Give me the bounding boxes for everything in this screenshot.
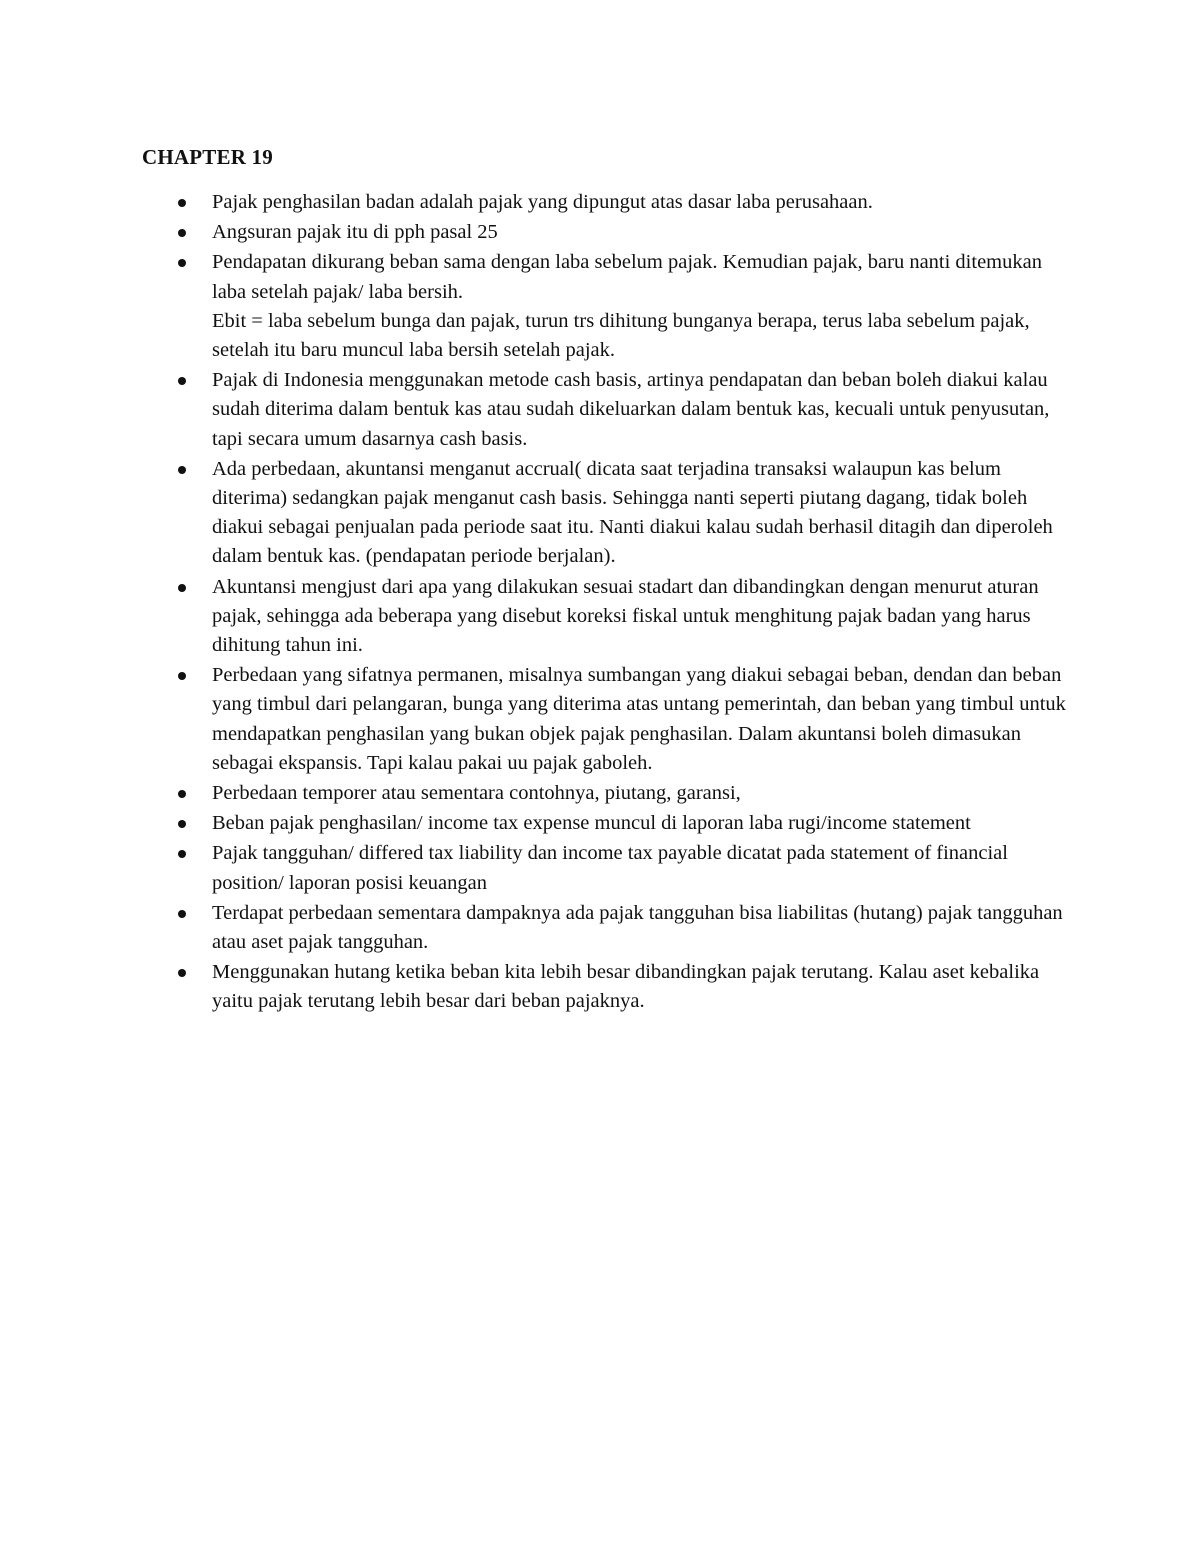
list-item-text: Pajak di Indonesia menggunakan metode cash basis, artinya pendapatan dan beban boleh diakui kalau sudah diterima dalam bentuk kas atau sudah dikeluarkan dalam bentuk kas, kecuali untuk penyusutan, tapi secara umum dasarnya cash basis. [212, 369, 1050, 450]
bullet-list [142, 188, 1067, 1018]
list-item [142, 809, 1067, 838]
list-item [142, 839, 1067, 897]
list-item-text: Ada perbedaan, akuntansi menganut accrual( dicata saat terjadina transaksi walaupun kas belum diterima) sedangkan pajak menganut cash basis. Sehingga nanti seperti piutang dagang, tidak boleh diakui sebagai penjualan pada periode saat itu. Nanti diakui kalau sudah berhasil ditagih dan diperoleh dalam bentuk kas. (pendapatan periode berjalan). [212, 457, 1053, 568]
list-item-text: Perbedaan temporer atau sementara contohnya, piutang, garansi, [212, 782, 741, 805]
bullet-icon [178, 259, 186, 267]
chapter-title: CHAPTER 19 [142, 145, 273, 169]
bullet-icon [178, 820, 186, 828]
bullet-icon [178, 466, 186, 474]
list-item [142, 661, 1067, 778]
list-item [142, 366, 1067, 454]
bullet-icon [178, 199, 186, 207]
list-item-text: Menggunakan hutang ketika beban kita lebih besar dibandingkan pajak terutang. Kalau aset kebalika yaitu pajak terutang lebih besar dari beban pajaknya. [212, 961, 1040, 1013]
list-item-text: Angsuran pajak itu di pph pasal 25 [212, 221, 498, 244]
bullet-icon [178, 850, 186, 858]
list-item [142, 779, 1067, 808]
list-item [142, 188, 1067, 217]
bullet-icon [178, 790, 186, 798]
list-item-text: Pendapatan dikurang beban sama dengan laba sebelum pajak. Kemudian pajak, baru nanti ditemukan laba setelah pajak/ laba bersih. [212, 251, 1042, 303]
list-item-text: Akuntansi mengjust dari apa yang dilakukan sesuai stadart dan dibandingkan dengan menurut aturan pajak, sehingga ada beberapa yang disebut koreksi fiskal untuk menghitung pajak badan yang harus dihitung tahun ini. [212, 575, 1039, 657]
list-item [142, 958, 1067, 1016]
bullet-icon [178, 672, 186, 680]
list-item [142, 899, 1067, 957]
list-item [142, 218, 1067, 247]
list-item-continuation: Ebit = laba sebelum bunga dan pajak, turun trs dihitung bunganya berapa, terus laba sebelum pajak, setelah itu baru muncul laba bersih setelah pajak. [212, 309, 1030, 362]
bullet-icon [178, 377, 186, 385]
bullet-icon [178, 969, 186, 977]
list-item-text: Pajak tangguhan/ differed tax liability dan income tax payable dicatat pada statement of financial position/ laporan posisi keuangan [212, 842, 1008, 894]
list-item-text: Beban pajak penghasilan/ income tax expense muncul di laporan laba rugi/income statement [212, 812, 971, 835]
list-item-text: Pajak penghasilan badan adalah pajak yang dipungut atas dasar laba perusahaan. [212, 191, 873, 213]
list-item-text: Perbedaan yang sifatnya permanen, misalnya sumbangan yang diakui sebagai beban, dendan dan beban yang timbul dari pelangaran, bunga yang diterima atas untang pemerintah, dan beban yang timbul untuk mendapatkan penghasilan yang bukan objek pajak penghasilan. Dalam akuntansi boleh dimasukan sebagai ekspansis. Tapi kalau pakai uu pajak gaboleh. [212, 664, 1066, 774]
list-item [142, 248, 1067, 365]
bullet-icon [178, 584, 186, 592]
list-item-text: Terdapat perbedaan sementara dampaknya ada pajak tangguhan bisa liabilitas (hutang) pajak tangguhan atau aset pajak tangguhan. [212, 901, 1063, 954]
bullet-icon [178, 229, 186, 237]
bullet-icon [178, 910, 186, 918]
list-item [142, 573, 1067, 661]
list-item [142, 455, 1067, 572]
